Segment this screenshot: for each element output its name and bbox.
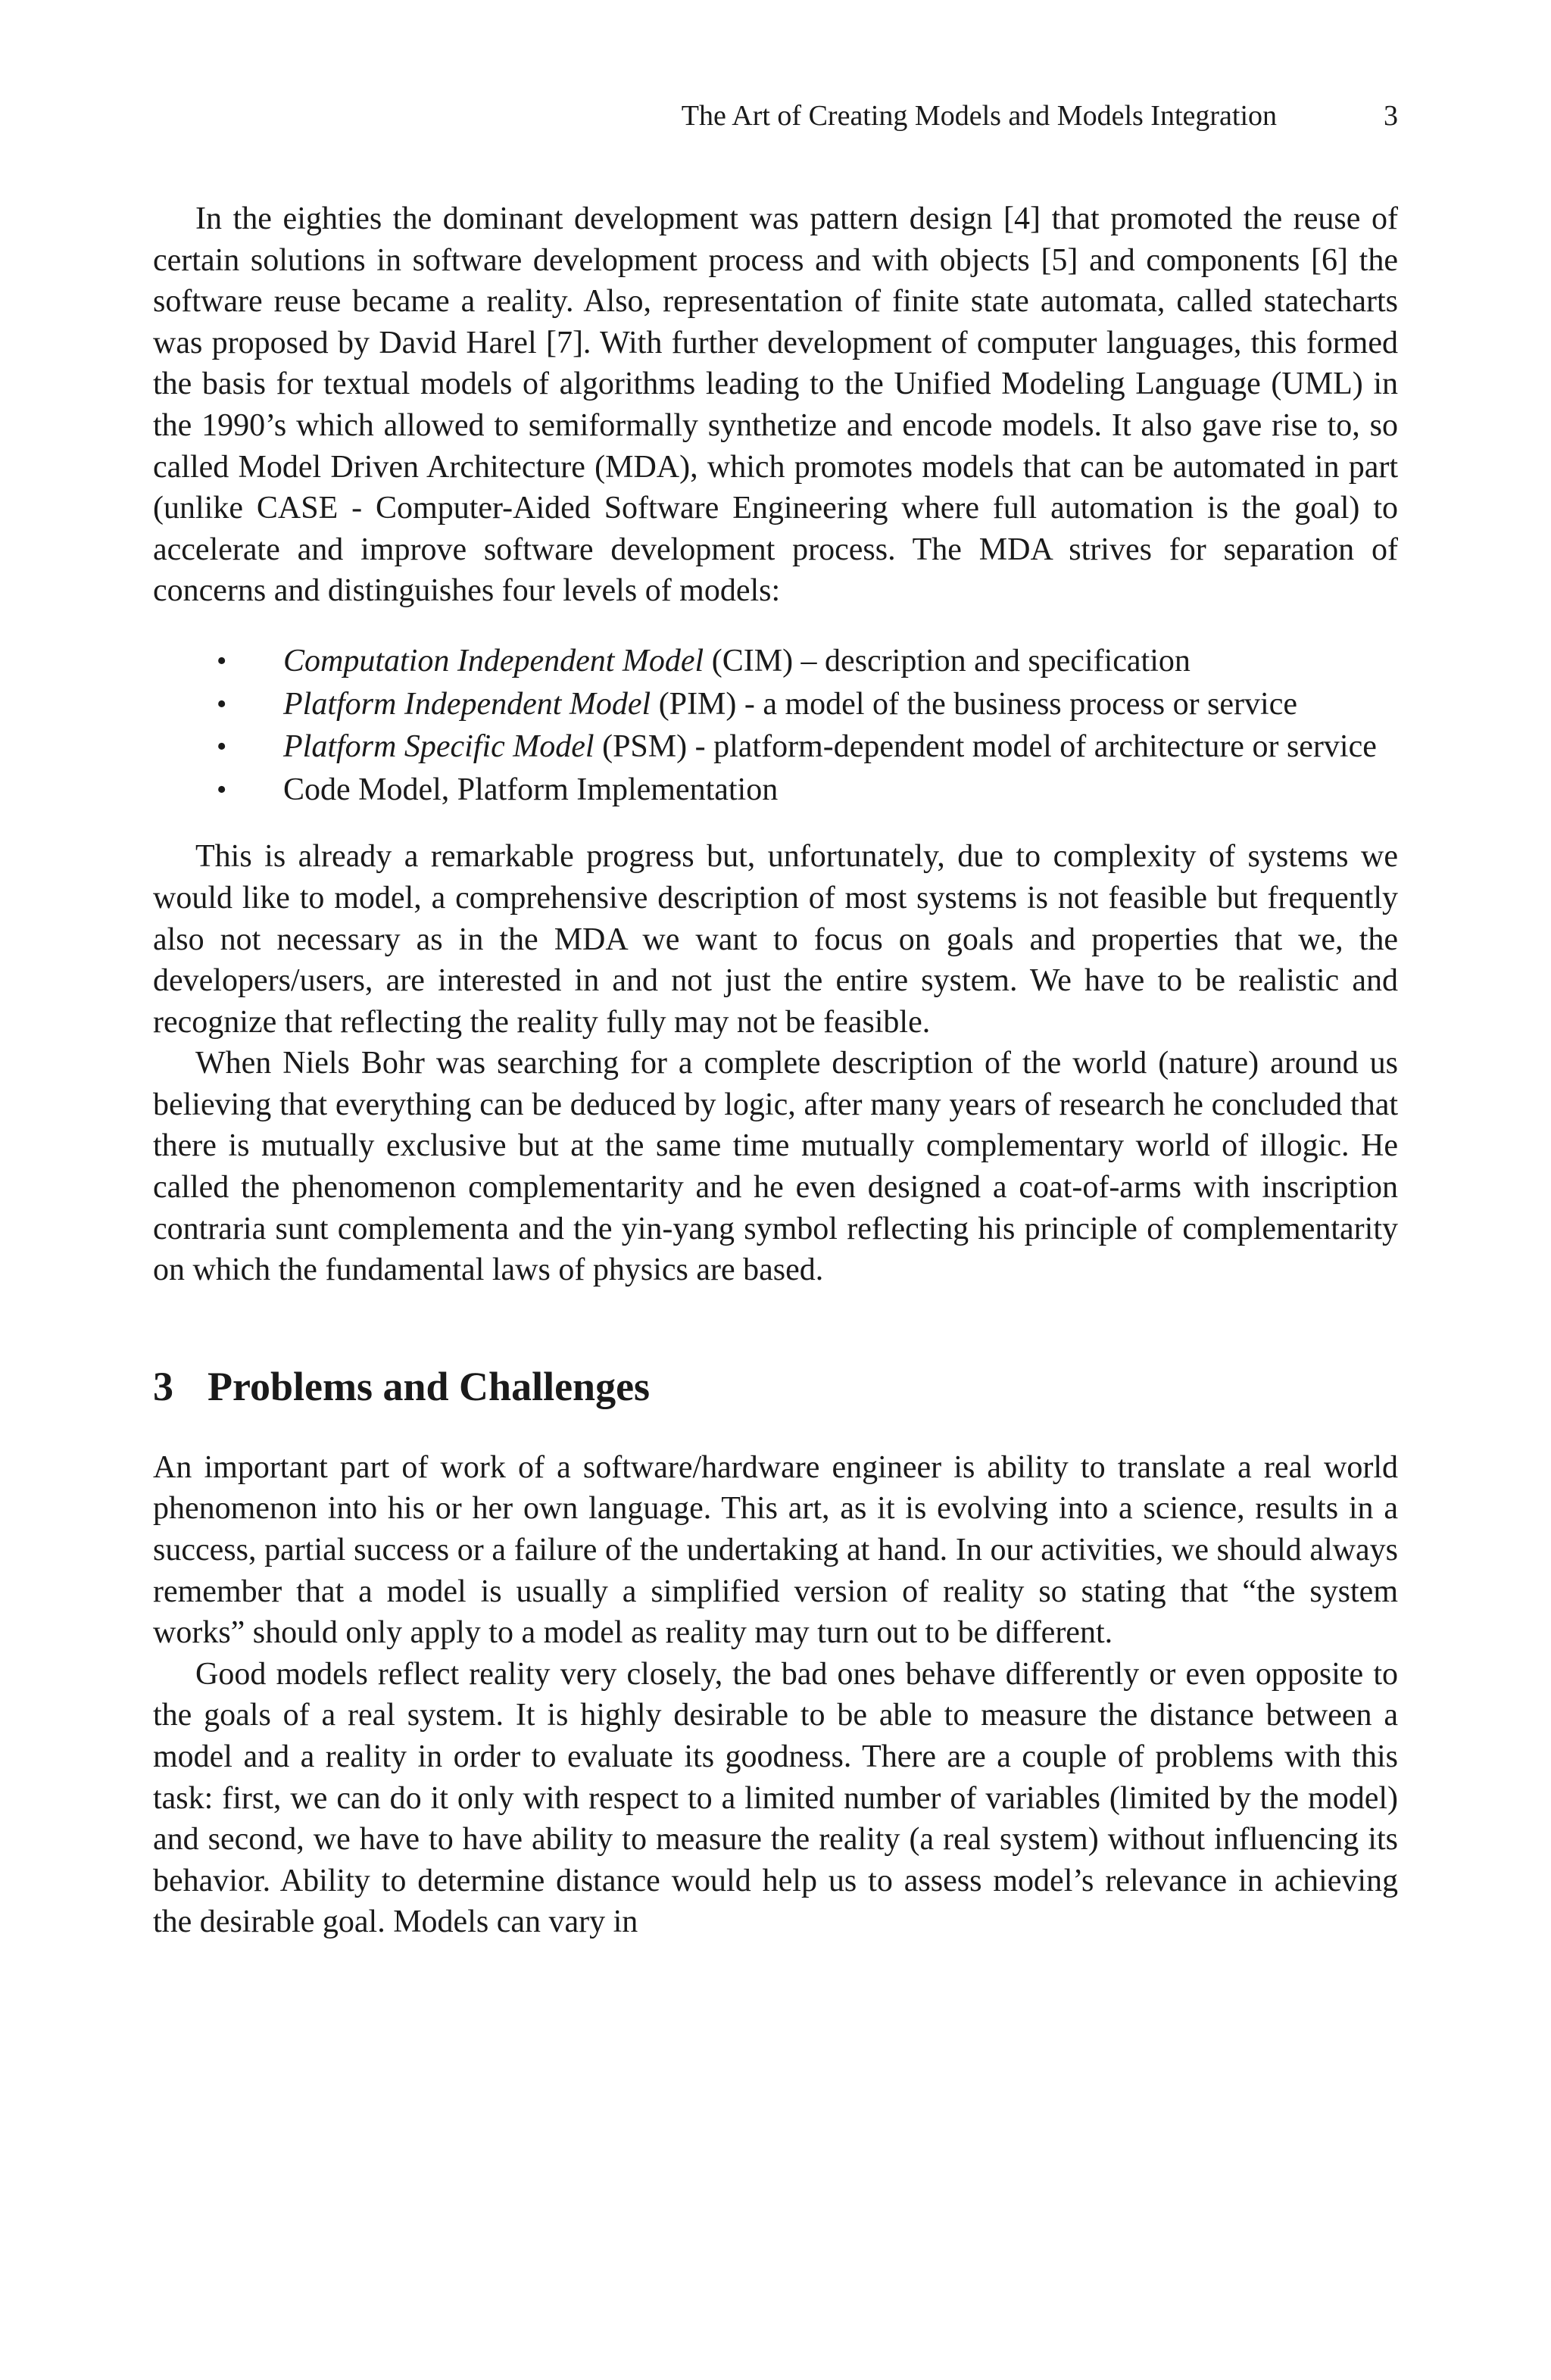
- bullet-symbol: •: [217, 773, 227, 806]
- bullet-symbol: •: [217, 644, 227, 677]
- paragraph-progress: This is already a remarkable progress but, unfortunately, due to complexity of systems we would like to model, a comprehensive description of most systems is not feasible but frequently also not necessary as in the MDA we want to focus on goals and properties that we, the developers/users, are interested in and not just the entire system. We have to be realistic and recognize that reflecting the reality fully may not be feasible.: [153, 839, 1398, 1040]
- list-item: [153, 769, 1398, 811]
- paragraph-engineer: An important part of work of a software/hardware engineer is ability to translate a real world phenomenon into his or her own language. This art, as it is evolving into a science, results in a success, partial success or a failure of the undertaking at hand. In our activities, we should always remember that a model is usually a simplified version of reality so stating that “the system works” should only apply to a model as reality may turn out to be different.: [153, 1449, 1398, 1651]
- paragraph-good-models: Good models reflect reality very closely, the bad ones behave differently or even opposite to the goals of a real system. It is highly desirable to be able to measure the distance between a model and a reality in order to evaluate its goodness. There are a couple of problems with this task: first, we can do it only with respect to a limited number of variables (limited by the model) and second, we have to have ability to measure the reality (a real system) without influencing its behavior. Ability to determine distance would help us to assess model’s relevance in achieving the desirable goal. Models can vary in: [153, 1656, 1398, 1940]
- running-head: [153, 97, 1398, 135]
- model-term: Platform Specific Model: [283, 729, 594, 765]
- model-term: Platform Independent Model: [283, 686, 651, 722]
- section-number: 3: [153, 1363, 173, 1409]
- model-term: Computation Independent Model: [283, 643, 704, 678]
- page-body: [153, 198, 1398, 1943]
- running-title: The Art of Creating Models and Models Integration: [681, 100, 1277, 132]
- section-heading: [153, 1362, 1398, 1411]
- model-description: (PIM) - a model of the business process or service: [651, 686, 1297, 722]
- page-number: 3: [1384, 100, 1398, 132]
- bullet-symbol: •: [217, 688, 227, 720]
- list-item: [153, 726, 1398, 768]
- paragraph-bohr: When Niels Bohr was searching for a complete description of the world (nature) around us believing that everything can be deduced by logic, after many years of research he concluded that there is mutually exclusive but at the same time mutually complementary world of illogic. He called the phenomenon complementarity and he even designed a coat-of-arms with inscription contraria sunt complementa and the yin-yang symbol reflecting his principle of complementarity on which the fundamental laws of physics are based.: [153, 1046, 1398, 1288]
- list-item: [153, 684, 1398, 725]
- section-title: Problems and Challenges: [208, 1363, 651, 1409]
- model-description: (PSM) - platform-dependent model of architecture or service: [594, 729, 1377, 765]
- model-description: Code Model, Platform Implementation: [283, 772, 779, 807]
- bullet-symbol: •: [217, 731, 227, 763]
- paragraph-patterns-mda: In the eighties the dominant development was pattern design [4] that promoted the reuse of certain solutions in software development process and with objects [5] and components [6] the software reuse became a reality. Also, representation of finite state automata, called statecharts was proposed by David Harel [7]. With further development of computer languages, this formed the basis for textual models of algorithms leading to the Unified Modeling Language (UML) in the 1990’s which allowed to semiformally synthetize and encode models. It also gave rise to, so called Model Driven Architecture (MDA), which promotes models that can be automated in part (unlike CASE - Computer-Aided Software Engineering where full automation is the goal) to accelerate and improve software development process. The MDA strives for separation of concerns and distinguishes four levels of models:: [153, 201, 1398, 609]
- list-item: [153, 641, 1398, 682]
- mda-levels-list: [153, 641, 1398, 810]
- model-description: (CIM) – description and specification: [704, 643, 1191, 678]
